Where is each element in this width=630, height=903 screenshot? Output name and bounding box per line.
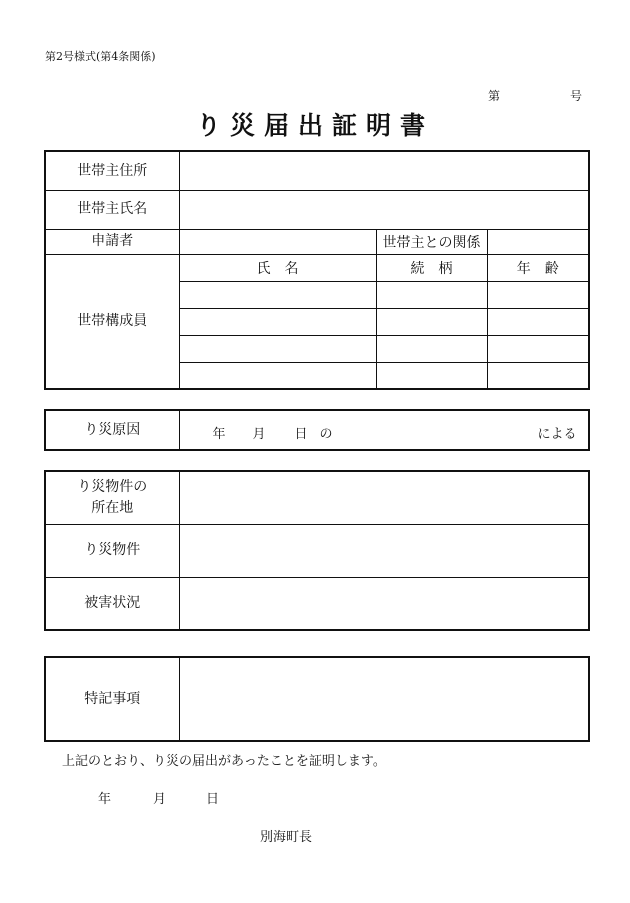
- members-label: 世帯構成員: [45, 254, 179, 389]
- relation-label: 世帯主との関係: [376, 229, 487, 254]
- notes-label: 特記事項: [45, 657, 179, 741]
- location-label: [45, 471, 179, 524]
- member-relation-cell[interactable]: [376, 362, 487, 389]
- number-prefix: 第: [488, 89, 501, 103]
- notes-field[interactable]: [179, 657, 589, 741]
- member-name-cell[interactable]: [179, 308, 376, 335]
- applicant-label: 申請者: [45, 229, 179, 254]
- member-age-cell[interactable]: [487, 308, 589, 335]
- applicant-field[interactable]: [179, 229, 376, 254]
- location-field[interactable]: [179, 471, 589, 524]
- property-item-label: り災物件: [45, 524, 179, 577]
- cause-table: [44, 409, 590, 451]
- issue-day: 日: [206, 792, 220, 807]
- number-suffix: 号: [570, 89, 583, 103]
- location-label-line2: 所在地: [91, 499, 134, 516]
- cause-label: り災原因: [45, 410, 179, 450]
- head-address-label: 世帯主住所: [45, 151, 179, 190]
- certification-statement: 上記のとおり、り災の届出があったことを証明します。: [62, 754, 386, 769]
- head-name-field[interactable]: [179, 190, 589, 229]
- issue-month: 月: [153, 792, 167, 807]
- cause-month: 月: [252, 427, 266, 442]
- member-relation-cell[interactable]: [376, 281, 487, 308]
- head-address-field[interactable]: [179, 151, 589, 190]
- cause-day: 日: [294, 427, 308, 442]
- member-relation-cell[interactable]: [376, 308, 487, 335]
- cause-field[interactable]: [179, 410, 589, 450]
- cause-year: 年: [212, 427, 226, 442]
- member-name-cell[interactable]: [179, 335, 376, 362]
- member-age-cell[interactable]: [487, 335, 589, 362]
- issue-year: 年: [98, 792, 112, 807]
- member-relation-cell[interactable]: [376, 335, 487, 362]
- form-reference: 第2号様式(第4条関係): [45, 50, 156, 63]
- relation-field[interactable]: [487, 229, 589, 254]
- household-table: [44, 150, 590, 390]
- damage-field[interactable]: [179, 577, 589, 630]
- member-age-cell[interactable]: [487, 281, 589, 308]
- property-item-field[interactable]: [179, 524, 589, 577]
- notes-table: [44, 656, 590, 742]
- document-title: り災届出証明書: [195, 111, 434, 140]
- cause-of: の: [319, 427, 333, 442]
- cause-by: による: [537, 427, 577, 442]
- location-label-line1: り災物件の: [77, 479, 148, 496]
- column-name: 氏 名: [179, 254, 376, 281]
- damage-label: 被害状況: [45, 577, 179, 630]
- column-age: 年 齢: [487, 254, 589, 281]
- member-name-cell[interactable]: [179, 281, 376, 308]
- column-relation: 続 柄: [376, 254, 487, 281]
- property-table: [44, 470, 590, 631]
- member-age-cell[interactable]: [487, 362, 589, 389]
- issuer-name: 別海町長: [260, 830, 313, 845]
- head-name-label: 世帯主氏名: [45, 190, 179, 229]
- member-name-cell[interactable]: [179, 362, 376, 389]
